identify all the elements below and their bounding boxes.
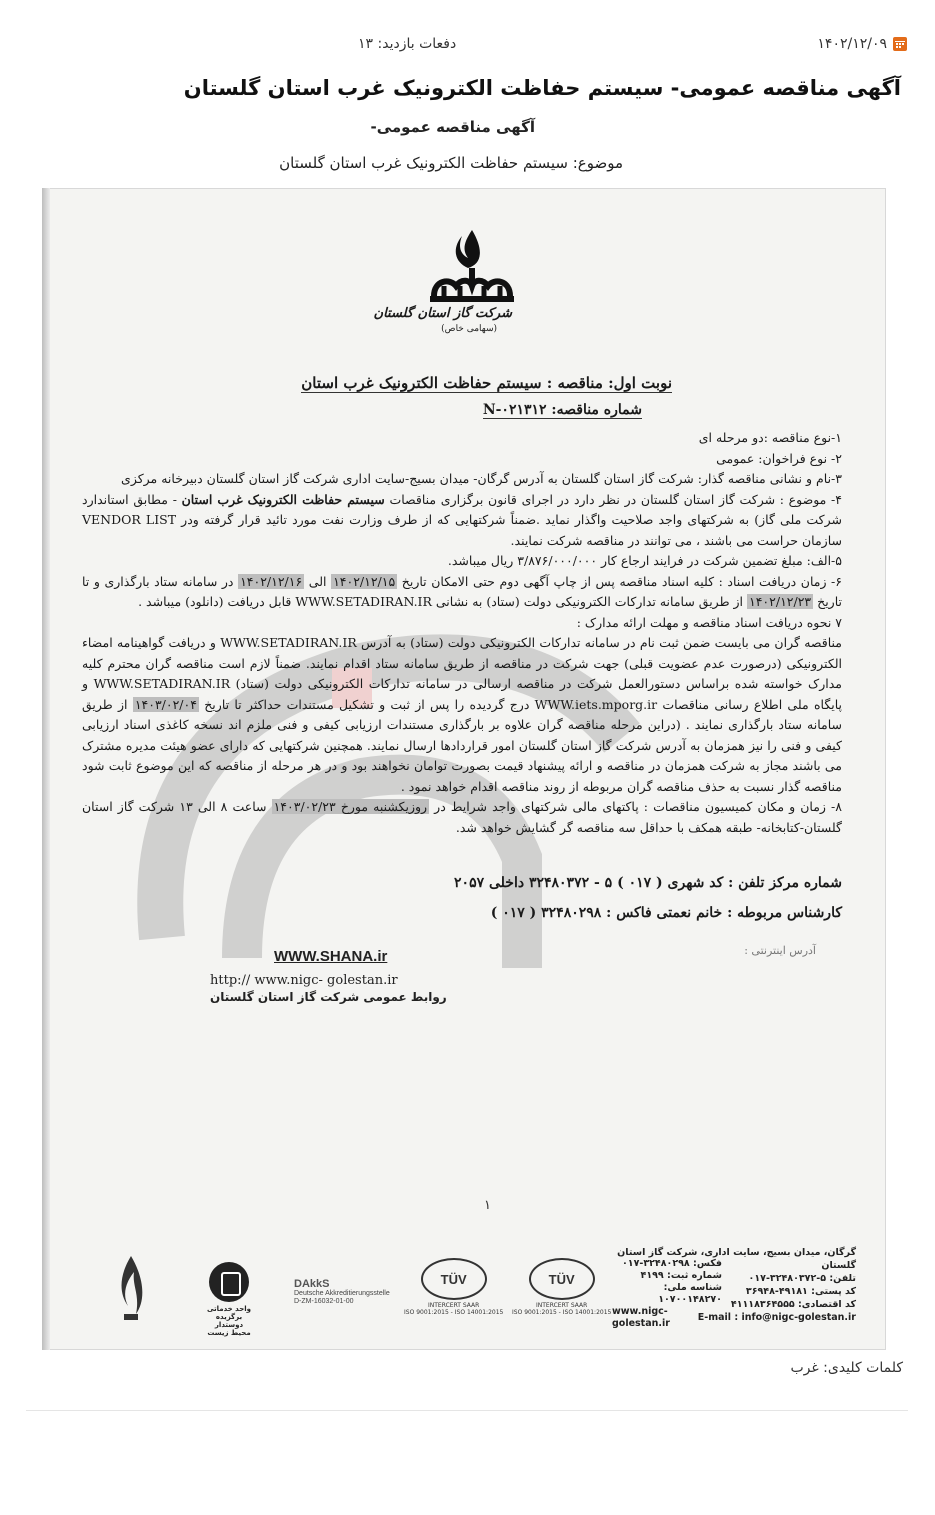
tuv-2-iso: ISO 9001:2015 - ISO 14001:2015 <box>404 1309 504 1316</box>
tuv-1-mark: TÜV <box>529 1258 595 1300</box>
footer-email: E-mail : info@nigc-golestan.ir <box>697 1312 856 1323</box>
scanned-document <box>42 188 886 1350</box>
item-4-part-a: ۴- موضوع : شرکت گاز استان گلستان در نظر دارد در اجرای قانون برگزاری مناقصات <box>389 491 842 507</box>
meta-row <box>0 28 935 64</box>
item-4-part-b: - مطابق استاندارد شرکت ملی گاز) به شرکتهای واجد صلاحیت واگذار نماید .ضمناً شرکتهایی که از طرف وزارت نفت مورد تائید قرار گرفته ودر VENDOR LIST سازمان حراست می باشند ، می توانند در مناقصه شرکت نمایند. <box>82 491 843 548</box>
nigc-link[interactable]: http:// www.nigc- golestan.ir <box>210 973 398 988</box>
item-7-part-a: مناقصه گران می بایست ضمن ثبت نام در سامانه تدارکات الکترونیکی دولت (ستاد) به آدرس WWW.SETADIRAN.IR و دریافت گواهینامه امضاء الکترونیکی (درصورت عدم عضویت قبلی) جهت شرکت در مناقصه از طریق سامانه ستاد اقدام نمایند. ضمناً لازم است مناقصه گران محترم کلیه مدارک خواسته شده براساس دستورالعمل شرکت در مناقصه ارسالی در سامانه تدارکات الکترونیکی دولت (ستاد) WWW.SETADIRAN.IR و پایگاه ملی اطلاع رسانی مناقصات WWW.iets.mporg.ir درج گردیده را پس از ثبت و تشکیل مستندات حداکثر تا تاریخ <box>82 635 842 712</box>
item-3: ۳-نام و نشانی مناقصه گذار: شرکت گاز استان گلستان به آدرس گرگان- میدان بسیج-سایت اداری شرکت گاز استان گلستان دبیرخانه مرکزی <box>121 471 842 486</box>
environment-badge <box>204 1262 254 1337</box>
contact-info <box>142 868 842 928</box>
scan-edge <box>42 188 50 1350</box>
address-label: آدرس اینترنتی : <box>744 944 816 957</box>
environment-icon <box>209 1262 249 1302</box>
keywords: کلمات کلیدی: غرب <box>790 1360 903 1376</box>
item-4-subject: سیستم حفاظت الکترونیک غرب استان <box>181 491 385 507</box>
item-6-part-b: در سامانه ستاد بارگذاری و تا تاریخ <box>82 573 842 609</box>
footer-address-4: کد اقتصادی: ۴۱۱۱۸۳۶۴۵۵۵ <box>730 1299 856 1310</box>
flame-icon <box>114 1254 148 1324</box>
page-subtitle: آگهی مناقصه عمومی- <box>370 118 535 136</box>
item-8-part-b: ساعت ۸ الی ۱۳ شرکت گاز استان گلستان-کتابخانه- طبقه همکف با حداقل سه مناقصه گر گشایش خواهد شد. <box>82 799 842 835</box>
tuv-2-sub: INTERCERT SAAR <box>428 1302 480 1309</box>
footer-address-3: کد پستی: ۴۹۱۸۱-۳۶۹۴۸ <box>745 1286 856 1297</box>
logo-text: شرکت گاز استان گلستان <box>373 306 512 321</box>
footer-national: شناسه ملی: ۱۰۷۰۰۱۴۸۲۷۰ <box>658 1282 722 1305</box>
footer-phone <box>612 1258 722 1330</box>
tender-terms <box>82 428 842 838</box>
footer-web: www.nigc-golestan.ir <box>612 1306 670 1329</box>
footer-reg: شماره ثبت: ۴۱۹۹ <box>640 1270 722 1281</box>
footer-address-1: گرگان، میدان بسیج، سایت اداری، شرکت گاز استان گلستان <box>617 1247 856 1271</box>
environment-text: واحد خدماتی برگزیده دوستدار محیط زیست <box>206 1305 252 1337</box>
page-title: آگهی مناقصه عمومی- سیستم حفاظت الکترونیک غرب استان گلستان <box>183 76 901 100</box>
public-relations: روابط عمومی شرکت گاز استان گلستان <box>210 990 447 1004</box>
visit-count: دفعات بازدید: ۱۳ <box>358 36 457 52</box>
expert-line: کارشناس مربوطه : خانم نعمتی فاکس : ۳۲۴۸۰۲۹۸ ( ۰۱۷ ) <box>490 905 842 921</box>
shana-link[interactable]: WWW.SHANA.ir <box>274 948 388 965</box>
dakks-id: D-ZM-16032-01-00 <box>294 1298 354 1305</box>
item-4 <box>82 490 842 552</box>
tuv-2-mark: TÜV <box>421 1258 487 1300</box>
divider <box>26 1410 908 1411</box>
page-subject: موضوع: سیستم حفاظت الکترونیک غرب استان گلستان <box>279 154 623 172</box>
page-number: ۱ <box>484 1198 491 1213</box>
item-7-part-b: از طریق سامانه ستاد بارگذاری نمایند . (دراین مرحله مناقصه گران علاوه بر بارگذاری مستندات ارزیابی کیفی و فنی ملزم اند نسخه کاغذی اسناد ارزیابی کیفی و فنی را نیز همزمان به آدرس شرکت گاز استان گلستان امور قراردادها ارسال نمایند. همچنین شرکتهایی که دارای عضو هیئت مدیره مشترک می باشند مجاز به شرکت همزمان در مناقصه و ارائه پیشنهاد قیمت بصورت توامان نخواهند بود و در هر مرحله از مناقصه که این موضوع ثابت شود مناقصه گذار نسبت به حذف مناقصه گران مربوطه از روند مناقصه اقدام خواهد نمود . <box>82 696 842 794</box>
item-8 <box>82 797 842 838</box>
item-6-date-3: ۱۴۰۲/۱۲/۲۳ <box>749 594 812 609</box>
item-2: ۲- نوع فراخوان: عمومی <box>716 450 842 466</box>
item-7-title: ۷ نحوه دریافت اسناد مناقصه و مهلت ارائه مدارک : <box>576 614 842 630</box>
item-6-mid: الی <box>308 573 327 589</box>
item-8-part-a: ۸- زمان و مکان کمیسیون مناقصات : پاکتهای مالی شرکتهای واجد شرایط در <box>434 799 842 814</box>
publish-date <box>817 36 907 52</box>
item-7 <box>82 633 842 797</box>
logo-subtext: (سهامی خاص) <box>441 324 497 334</box>
item-1: ۱-نوع مناقصه :دو مرحله ای <box>698 430 842 445</box>
item-6 <box>82 572 842 613</box>
item-6-part-c: از طریق سامانه تدارکات الکترونیکی دولت (ستاد) به نشانی WWW.SETADIRAN.IR قابل دریافت (دانلود) میباشد . <box>138 594 744 609</box>
item-6-date-1: ۱۴۰۲/۱۲/۱۵ <box>333 573 396 589</box>
item-6-date-2: ۱۴۰۲/۱۲/۱۶ <box>240 573 303 589</box>
tuv-1-iso: ISO 9001:2015 - ISO 14001:2015 <box>512 1309 612 1316</box>
round-title: نوبت اول: مناقصه : سیستم حفاظت الکترونیک غرب استان <box>301 374 672 392</box>
item-7-date: ۱۴۰۳/۰۲/۰۴ <box>134 696 197 712</box>
item-8-date: روزیکشنبه مورخ ۱۴۰۳/۰۲/۲۳ <box>273 799 428 814</box>
item-5: ۵-الف: مبلغ تضمین شرکت در فرایند ارجاع کار ۳/۸۷۶/۰۰۰/۰۰۰ ریال میباشد. <box>447 553 842 568</box>
footer-address-2: تلفن: ۵-۳۲۴۸۰۳۷۲-۰۱۷ <box>748 1273 856 1284</box>
phone-line: شماره مرکز تلفن : کد شهری ( ۰۱۷ ) ۵ - ۳۲۴۸۰۳۷۲ داخلی ۲۰۵۷ <box>454 875 842 891</box>
tuv-1-sub: INTERCERT SAAR <box>536 1302 588 1309</box>
tender-number: شماره مناقصه: N-۰۲۱۳۱۲ <box>482 402 642 418</box>
letter-footer <box>42 1228 886 1348</box>
dakks-certificate <box>294 1280 390 1306</box>
item-6-part-a: ۶- زمان دریافت اسناد : کلیه اسناد مناقصه پس از چاپ آگهی دوم حتی الامکان تاریخ <box>401 573 842 589</box>
tuv-certificate-2 <box>404 1258 503 1316</box>
publish-date-text: ۱۴۰۲/۱۲/۰۹ <box>817 36 887 52</box>
footer-fax: فکس: ۳۲۴۸۰۲۹۸-۰۱۷ <box>621 1258 722 1269</box>
dakks-mark: DAkkS <box>294 1278 330 1290</box>
calendar-icon <box>893 37 907 51</box>
dakks-sub: Deutsche Akkreditierungsstelle <box>294 1290 390 1297</box>
tuv-certificate-1 <box>512 1258 611 1316</box>
